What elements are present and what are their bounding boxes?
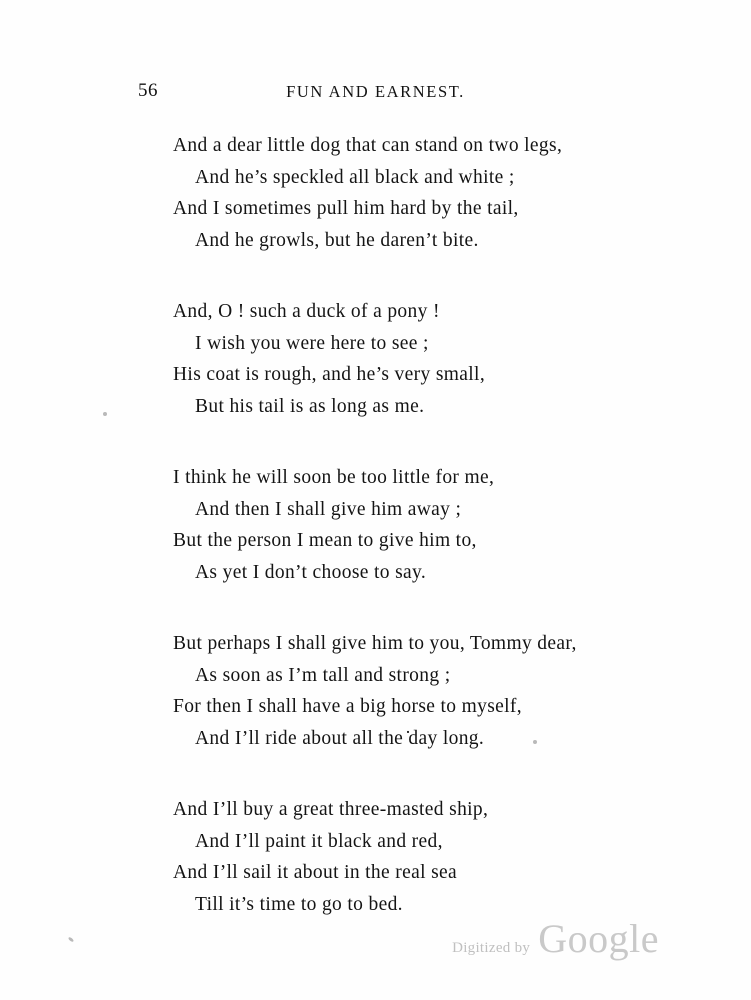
- stanza: [0, 628, 751, 754]
- page-header: [0, 80, 751, 104]
- poem-line: But perhaps I shall give him to you, Tommy dear,: [173, 633, 577, 654]
- stanza: [0, 462, 751, 588]
- poem-body: [0, 130, 751, 960]
- page-number: 56: [138, 80, 158, 101]
- poem-line: And he growls, but he daren’t bite.: [195, 229, 479, 251]
- poem-line: I wish you were here to see ;: [195, 332, 429, 354]
- poem-line: And I’ll sail it about in the real sea: [173, 862, 458, 883]
- poem-line: And he’s speckled all black and white ;: [195, 166, 515, 188]
- poem-line: For then I shall have a big horse to myself,: [173, 696, 522, 717]
- poem-line: As yet I don’t choose to say.: [195, 561, 427, 583]
- poem-line: I think he will soon be too little for me,: [173, 467, 495, 488]
- scan-speck: [103, 412, 107, 416]
- poem-line: And, O ! such a duck of a pony !: [173, 301, 440, 322]
- poem-line: And I’ll ride about all the ̇day long.: [195, 727, 485, 749]
- poem-line: But the person I mean to give him to,: [173, 530, 477, 551]
- digitized-by-google-watermark: [452, 915, 659, 962]
- stanza: [0, 794, 751, 920]
- poem-line: But his tail is as long as me.: [195, 395, 425, 417]
- poem-line: His coat is rough, and he’s very small,: [173, 364, 486, 385]
- poem-line: Till it’s time to go to bed.: [195, 893, 403, 915]
- stanza: [0, 130, 751, 256]
- poem-line: And I’ll paint it black and red,: [195, 830, 443, 852]
- poem-line: And I sometimes pull him hard by the tail,: [173, 198, 519, 219]
- scan-speck: [533, 740, 537, 744]
- poem-line: And a dear little dog that can stand on two legs,: [173, 135, 563, 156]
- stanza: [0, 296, 751, 422]
- poem-line: And then I shall give him away ;: [195, 498, 462, 520]
- watermark-prefix: Digitized by: [452, 940, 531, 956]
- poem-line: As soon as I’m tall and strong ;: [195, 664, 451, 686]
- poem-line: And I’ll buy a great three-masted ship,: [173, 799, 489, 820]
- google-logo-text: Google: [538, 916, 659, 961]
- running-head-title: FUN AND EARNEST.: [286, 82, 465, 101]
